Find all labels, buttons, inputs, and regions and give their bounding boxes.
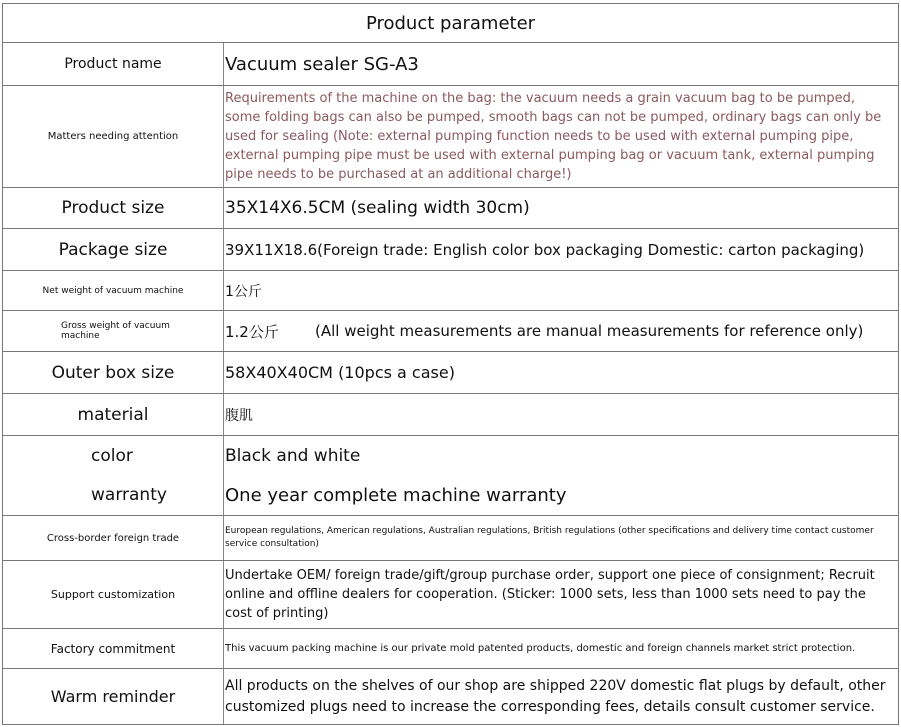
row-label: Matters needing attention bbox=[47, 131, 179, 142]
table-row bbox=[3, 271, 898, 311]
row-value bbox=[225, 311, 890, 351]
row-value: 35X14X6.5CM (sealing width 30cm) bbox=[225, 198, 530, 218]
table-row bbox=[3, 311, 898, 352]
row-label: Cross-border foreign trade bbox=[46, 532, 180, 544]
row-value-note: Requirements of the machine on the bag: the vacuum needs a grain vacuum bag to be pumped, some folding bags can also be pumped, smooth bags can not be pumped, ordinary bags can only be used for sealing (Note: external pumping function needs to be used with external pumping pipe, external pumping pipe must be used with external pumping bag or vacuum tank, external pumping pipe needs to be purchased at an additional charge!) bbox=[225, 91, 882, 182]
row-value: Vacuum sealer SG-A3 bbox=[225, 53, 419, 75]
row-value: All products on the shelves of our shop are shipped 220V domestic flat plugs by default, other customized plugs need to increase the corresponding fees, details consult customer service. bbox=[225, 677, 886, 715]
row-label: Product size bbox=[61, 198, 165, 218]
row-value: One year complete machine warranty bbox=[225, 484, 567, 506]
table-row bbox=[3, 629, 898, 669]
row-value: 58X40X40CM (10pcs a case) bbox=[225, 363, 455, 382]
row-label: Package size bbox=[58, 239, 168, 260]
row-value: Black and white bbox=[225, 445, 361, 466]
row-label: Warm reminder bbox=[50, 687, 176, 706]
row-value: 39X11X18.6(Foreign trade: English color box packaging Domestic: carton packaging) bbox=[225, 240, 865, 259]
row-label: Product name bbox=[64, 56, 162, 72]
table-row bbox=[3, 188, 898, 229]
weight-note: (All weight measurements are manual measurements for reference only) bbox=[315, 322, 864, 340]
table-row bbox=[3, 394, 898, 436]
row-value: 腹肌 bbox=[225, 407, 253, 424]
table-row bbox=[3, 669, 898, 725]
row-value: Undertake OEM/ foreign trade/gift/group purchase order, support one piece of consignment; Recruit online and offline dealers for cooperation. (Sticker: 1000 sets, less than 1000 sets need to pay the cost of printing) bbox=[225, 568, 875, 621]
table-row bbox=[3, 475, 898, 516]
row-label: Support customization bbox=[50, 588, 176, 601]
row-value: 1公斤 bbox=[225, 283, 262, 300]
row-label: color bbox=[91, 445, 133, 466]
table-row bbox=[3, 561, 898, 629]
row-label: Net weight of vacuum machine bbox=[42, 285, 184, 296]
row-label: Gross weight of vacuum machine bbox=[61, 321, 170, 341]
table-row bbox=[3, 229, 898, 271]
table-row bbox=[3, 352, 898, 394]
table-row bbox=[3, 436, 898, 475]
row-label: material bbox=[77, 404, 149, 425]
row-label: Factory commitment bbox=[50, 641, 176, 656]
table-row bbox=[3, 86, 898, 188]
row-label: Outer box size bbox=[51, 362, 175, 383]
row-value: European regulations, American regulations, Australian regulations, British regulations (other specifications and delivery time contact customer service consultation) bbox=[225, 526, 874, 549]
table-row bbox=[3, 516, 898, 561]
gross-weight-value: 1.2公斤 bbox=[225, 322, 279, 341]
table-row bbox=[3, 43, 898, 86]
row-label: warranty bbox=[91, 485, 167, 505]
row-value: This vacuum packing machine is our private mold patented products, domestic and foreign channels market strict protection. bbox=[225, 643, 856, 654]
table-title: Product parameter bbox=[3, 3, 898, 43]
product-parameter-table bbox=[2, 3, 899, 725]
